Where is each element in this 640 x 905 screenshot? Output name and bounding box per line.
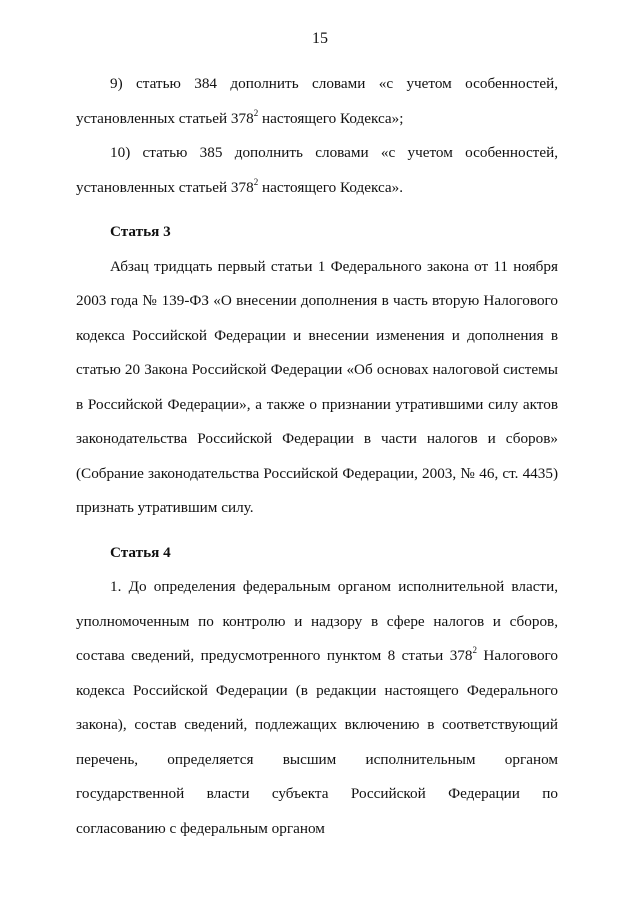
list-item-10-text-end: настоящего Кодекса».	[258, 178, 404, 196]
superscript: 2	[253, 107, 259, 118]
article-4-heading: Статья 4	[110, 543, 171, 561]
article-4-paragraph	[76, 570, 558, 846]
article-3-paragraph: Абзац тридцать первый статьи 1 Федерального закона от 11 ноября 2003 года № 139-ФЗ «О внесении дополнения в часть вторую Налогового кодекса Российской Федерации и внесении изменения и дополнения в статью 20 Закона Российской Федерации «Об основах налоговой системы в Российской Федерации», а также о признании утратившими силу актов законодательства Российской Федерации в части налогов и сборов» (Собрание законодательства Российской Федерации, 2003, № 46, ст. 4435) признать утратившим силу.	[76, 257, 558, 516]
list-item-10-text: 10) статью 385 дополнить словами «с учетом особенностей, установленных статьей 378	[76, 144, 558, 196]
list-item-9	[76, 67, 558, 136]
article-4-text: 1. До определения федеральным органом исполнительной власти, уполномоченным по контролю и надзору в сфере налогов и сборов, состава сведений, предусмотренного пунктом 8 статьи 378	[76, 578, 558, 664]
article-3-heading: Статья 3	[110, 223, 171, 240]
page-number: 15	[312, 30, 328, 47]
superscript: 2	[253, 176, 259, 187]
superscript: 2	[472, 645, 477, 655]
spacer	[76, 526, 558, 536]
list-item-9-text-end: настоящего Кодекса»;	[258, 109, 404, 127]
document-body	[76, 67, 558, 846]
article-4-text-end: Налогового кодекса Российской Федерации (в редакции настоящего Федерального закона), состав сведений, подлежащих включению в соответствующий перечень, определяется высшим исполнительным органом государственной власти субъекта Российской Федерации по согласованию с федеральным органом	[76, 647, 558, 837]
list-item-9-text: 9) статью 384 дополнить словами «с учетом особенностей, установленных статьей 378	[76, 75, 558, 127]
spacer	[76, 205, 558, 215]
list-item-10	[76, 136, 558, 205]
